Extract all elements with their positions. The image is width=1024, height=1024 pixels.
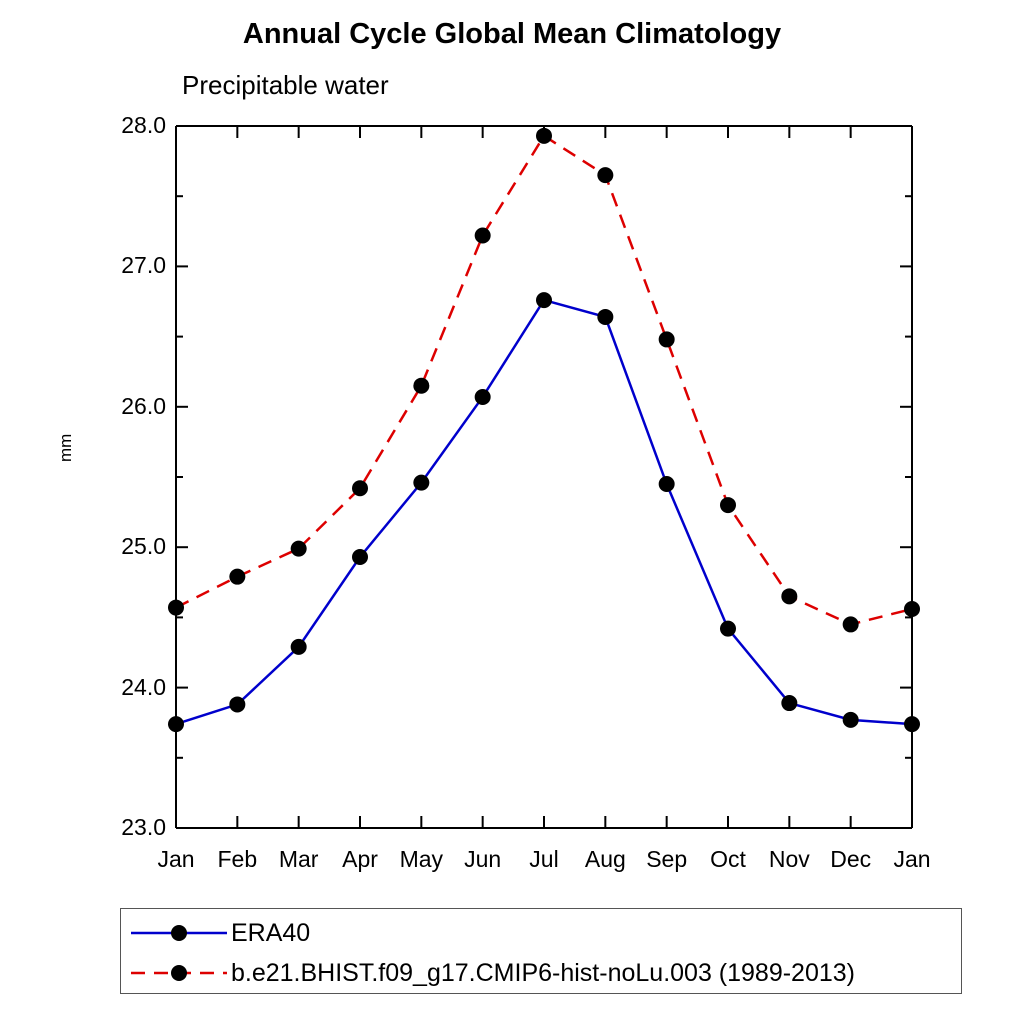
page-title: Annual Cycle Global Mean Climatology [242,18,782,50]
data-point-marker [781,695,797,711]
x-tick-label: Jul [529,846,559,872]
axis-ticks [176,126,912,828]
series-line [176,136,912,625]
series-layer [168,128,920,732]
data-point-marker [720,621,736,637]
y-tick-label: 24.0 [121,673,166,700]
x-tick-label: Dec [830,846,872,872]
x-tick-label: May [399,846,444,872]
series-line [176,300,912,724]
data-point-marker [904,716,920,732]
data-point-marker [291,639,307,655]
data-point-marker [352,480,368,496]
data-point-marker [229,696,245,712]
data-point-marker [904,601,920,617]
data-point-marker [659,331,675,347]
x-tick-label: Jan [157,846,195,872]
data-point-marker [843,712,859,728]
chart-subtitle: Precipitable water [182,70,389,100]
data-point-marker [536,292,552,308]
x-tick-label: Jun [464,846,502,872]
legend-swatch-model [129,951,229,994]
data-point-marker [291,541,307,557]
data-point-marker [229,569,245,585]
legend-swatch-era40 [129,911,229,954]
y-tick-label: 25.0 [121,533,166,560]
legend-label-0: ERA40 [231,919,311,947]
x-tick-label: Nov [768,846,810,872]
y-tick-label: 27.0 [121,252,166,279]
legend [120,908,962,994]
x-tick-label: Jan [893,846,931,872]
legend-label-1: b.e21.BHIST.f09_g17.CMIP6-hist-noLu.003 (1989-2013) [231,959,855,987]
legend-entry-0 [121,911,961,954]
data-point-marker [475,228,491,244]
data-point-marker [413,475,429,491]
data-point-marker [168,600,184,616]
data-point-marker [843,616,859,632]
data-point-marker [352,549,368,565]
x-tick-label: Aug [584,846,626,872]
data-point-marker [720,497,736,513]
data-point-marker [597,309,613,325]
data-point-marker [781,588,797,604]
data-point-marker [475,389,491,405]
y-tick-label: 23.0 [121,814,166,840]
legend-entry-1 [121,951,961,994]
y-axis-label: mm [56,433,75,462]
data-point-marker [659,476,675,492]
y-tick-label: 28.0 [121,112,166,138]
x-tick-label: Apr [342,846,378,872]
x-tick-label: Sep [646,846,688,872]
x-tick-label: Oct [710,846,746,872]
data-point-marker [168,716,184,732]
y-tick-label: 26.0 [121,392,166,419]
data-point-marker [597,167,613,183]
data-point-marker [413,378,429,394]
axis-frame [176,126,912,828]
x-tick-label: Mar [278,846,319,872]
data-point-marker [536,128,552,144]
x-tick-label: Feb [217,846,258,872]
